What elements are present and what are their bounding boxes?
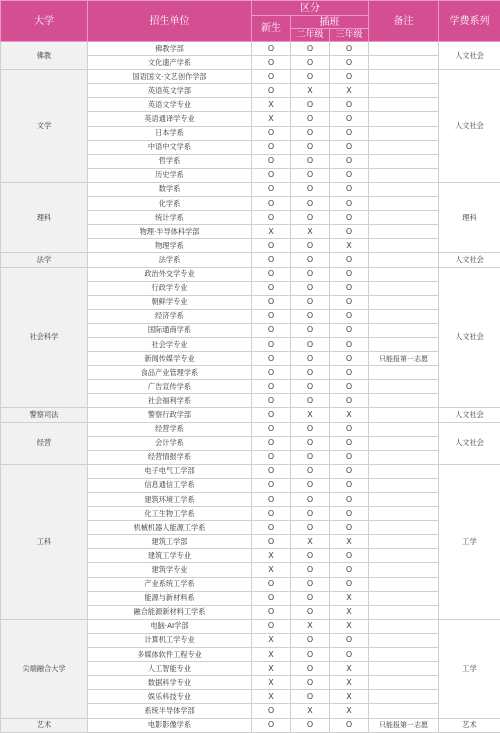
year3-cell: X bbox=[330, 690, 369, 704]
freshman-cell: O bbox=[252, 154, 291, 168]
year2-cell: O bbox=[291, 478, 330, 492]
unit-cell: 英语通译学专业 bbox=[88, 112, 252, 126]
unit-cell: 社会学专业 bbox=[88, 337, 252, 351]
remarks-cell bbox=[369, 140, 439, 154]
tuition-cell: 人文社会 bbox=[439, 253, 500, 267]
remarks-cell bbox=[369, 84, 439, 98]
header-transfer: 插班 bbox=[291, 16, 369, 29]
unit-cell: 娱乐科技专业 bbox=[88, 690, 252, 704]
remarks-cell bbox=[369, 450, 439, 464]
freshman-cell: O bbox=[252, 42, 291, 56]
year3-cell: O bbox=[330, 577, 369, 591]
year2-cell: O bbox=[291, 549, 330, 563]
freshman-cell: O bbox=[252, 182, 291, 196]
year2-cell: O bbox=[291, 253, 330, 267]
year3-cell: O bbox=[330, 521, 369, 535]
year2-cell: O bbox=[291, 70, 330, 84]
freshman-cell: O bbox=[252, 464, 291, 478]
university-cell: 社会科学 bbox=[1, 267, 88, 408]
unit-cell: 经济学系 bbox=[88, 309, 252, 323]
tuition-cell: 艺术 bbox=[439, 718, 500, 732]
unit-cell: 建筑学专业 bbox=[88, 563, 252, 577]
unit-cell: 行政学专业 bbox=[88, 281, 252, 295]
tuition-cell: 理科 bbox=[439, 182, 500, 252]
remarks-cell bbox=[369, 126, 439, 140]
freshman-cell: O bbox=[252, 323, 291, 337]
remarks-cell bbox=[369, 507, 439, 521]
freshman-cell: O bbox=[252, 84, 291, 98]
unit-cell: 英语英文学部 bbox=[88, 84, 252, 98]
year3-cell: O bbox=[330, 394, 369, 408]
remarks-cell bbox=[369, 366, 439, 380]
unit-cell: 电脑·AI学部 bbox=[88, 619, 252, 633]
year3-cell: O bbox=[330, 323, 369, 337]
remarks-cell bbox=[369, 112, 439, 126]
year3-cell: O bbox=[330, 464, 369, 478]
year3-cell: X bbox=[330, 662, 369, 676]
table-row bbox=[1, 464, 500, 478]
unit-cell: 政治外交学专业 bbox=[88, 267, 252, 281]
unit-cell: 国语国文·文艺创作学部 bbox=[88, 70, 252, 84]
freshman-cell: O bbox=[252, 239, 291, 253]
year3-cell: O bbox=[330, 267, 369, 281]
year2-cell: O bbox=[291, 436, 330, 450]
year3-cell: O bbox=[330, 450, 369, 464]
unit-cell: 英语文学专业 bbox=[88, 98, 252, 112]
year2-cell: O bbox=[291, 309, 330, 323]
unit-cell: 电子电气工学部 bbox=[88, 464, 252, 478]
freshman-cell: O bbox=[252, 521, 291, 535]
year2-cell: O bbox=[291, 98, 330, 112]
remarks-cell bbox=[369, 408, 439, 422]
year3-cell: O bbox=[330, 225, 369, 239]
remarks-cell: 只能报第一志愿 bbox=[369, 718, 439, 732]
unit-cell: 经营情报学系 bbox=[88, 450, 252, 464]
freshman-cell: X bbox=[252, 662, 291, 676]
freshman-cell: O bbox=[252, 211, 291, 225]
freshman-cell: O bbox=[252, 337, 291, 351]
year2-cell: X bbox=[291, 619, 330, 633]
unit-cell: 统计学系 bbox=[88, 211, 252, 225]
year3-cell: O bbox=[330, 337, 369, 351]
unit-cell: 广告宣传学系 bbox=[88, 380, 252, 394]
unit-cell: 建筑工学专业 bbox=[88, 549, 252, 563]
remarks-cell bbox=[369, 225, 439, 239]
year2-cell: O bbox=[291, 380, 330, 394]
remarks-cell bbox=[369, 549, 439, 563]
year3-cell: O bbox=[330, 549, 369, 563]
year2-cell: O bbox=[291, 662, 330, 676]
university-cell: 法学 bbox=[1, 253, 88, 267]
year3-cell: O bbox=[330, 478, 369, 492]
table-body bbox=[1, 42, 500, 733]
unit-cell: 哲学系 bbox=[88, 154, 252, 168]
year2-cell: O bbox=[291, 633, 330, 647]
header-university: 大学 bbox=[1, 1, 88, 42]
freshman-cell: O bbox=[252, 422, 291, 436]
freshman-cell: O bbox=[252, 267, 291, 281]
year3-cell: O bbox=[330, 42, 369, 56]
year3-cell: O bbox=[330, 197, 369, 211]
freshman-cell: O bbox=[252, 168, 291, 182]
remarks-cell bbox=[369, 422, 439, 436]
year2-cell: O bbox=[291, 112, 330, 126]
year3-cell: O bbox=[330, 366, 369, 380]
freshman-cell: O bbox=[252, 366, 291, 380]
freshman-cell: O bbox=[252, 140, 291, 154]
freshman-cell: X bbox=[252, 549, 291, 563]
remarks-cell bbox=[369, 154, 439, 168]
unit-cell: 化学系 bbox=[88, 197, 252, 211]
remarks-cell bbox=[369, 211, 439, 225]
unit-cell: 建筑环境工学系 bbox=[88, 493, 252, 507]
unit-cell: 能源与新材料系 bbox=[88, 591, 252, 605]
table-row bbox=[1, 408, 500, 422]
unit-cell: 人工智能专业 bbox=[88, 662, 252, 676]
year2-cell: O bbox=[291, 605, 330, 619]
year3-cell: O bbox=[330, 563, 369, 577]
year3-cell: X bbox=[330, 704, 369, 718]
tuition-cell: 人文社会 bbox=[439, 422, 500, 464]
remarks-cell bbox=[369, 337, 439, 351]
table-row bbox=[1, 718, 500, 732]
year3-cell: O bbox=[330, 380, 369, 394]
tuition-cell: 工学 bbox=[439, 464, 500, 619]
freshman-cell: O bbox=[252, 253, 291, 267]
year2-cell: O bbox=[291, 676, 330, 690]
year3-cell: O bbox=[330, 436, 369, 450]
unit-cell: 社会福利学系 bbox=[88, 394, 252, 408]
year2-cell: O bbox=[291, 690, 330, 704]
remarks-cell: 只能报第一志愿 bbox=[369, 352, 439, 366]
remarks-cell bbox=[369, 464, 439, 478]
year2-cell: O bbox=[291, 591, 330, 605]
freshman-cell: O bbox=[252, 478, 291, 492]
remarks-cell bbox=[369, 704, 439, 718]
freshman-cell: O bbox=[252, 591, 291, 605]
remarks-cell bbox=[369, 182, 439, 196]
freshman-cell: O bbox=[252, 493, 291, 507]
year3-cell: O bbox=[330, 281, 369, 295]
year2-cell: O bbox=[291, 267, 330, 281]
university-cell: 经营 bbox=[1, 422, 88, 464]
year3-cell: O bbox=[330, 98, 369, 112]
remarks-cell bbox=[369, 591, 439, 605]
remarks-cell bbox=[369, 662, 439, 676]
unit-cell: 警察行政学部 bbox=[88, 408, 252, 422]
year3-cell: O bbox=[330, 140, 369, 154]
header-remarks: 备注 bbox=[369, 1, 439, 42]
year3-cell: O bbox=[330, 56, 369, 70]
university-cell: 佛教 bbox=[1, 42, 88, 70]
university-cell: 警察司法 bbox=[1, 408, 88, 422]
remarks-cell bbox=[369, 380, 439, 394]
unit-cell: 建筑工学部 bbox=[88, 535, 252, 549]
year2-cell: X bbox=[291, 225, 330, 239]
year2-cell: O bbox=[291, 366, 330, 380]
year2-cell: X bbox=[291, 84, 330, 98]
freshman-cell: O bbox=[252, 450, 291, 464]
year3-cell: O bbox=[330, 422, 369, 436]
unit-cell: 中语中文学系 bbox=[88, 140, 252, 154]
year2-cell: O bbox=[291, 154, 330, 168]
remarks-cell bbox=[369, 619, 439, 633]
tuition-cell: 人文社会 bbox=[439, 70, 500, 183]
university-cell: 理科 bbox=[1, 182, 88, 252]
year3-cell: O bbox=[330, 126, 369, 140]
year2-cell: O bbox=[291, 126, 330, 140]
remarks-cell bbox=[369, 281, 439, 295]
table-row bbox=[1, 70, 500, 84]
year2-cell: O bbox=[291, 394, 330, 408]
unit-cell: 物理学系 bbox=[88, 239, 252, 253]
year3-cell: X bbox=[330, 619, 369, 633]
year2-cell: X bbox=[291, 535, 330, 549]
year3-cell: X bbox=[330, 239, 369, 253]
year2-cell: O bbox=[291, 197, 330, 211]
year3-cell: O bbox=[330, 112, 369, 126]
year2-cell: O bbox=[291, 493, 330, 507]
table-row bbox=[1, 619, 500, 633]
remarks-cell bbox=[369, 436, 439, 450]
remarks-cell bbox=[369, 535, 439, 549]
year3-cell: O bbox=[330, 168, 369, 182]
remarks-cell bbox=[369, 239, 439, 253]
remarks-cell bbox=[369, 648, 439, 662]
unit-cell: 历史学系 bbox=[88, 168, 252, 182]
freshman-cell: X bbox=[252, 98, 291, 112]
unit-cell: 日本学系 bbox=[88, 126, 252, 140]
freshman-cell: X bbox=[252, 563, 291, 577]
university-cell: 艺术 bbox=[1, 718, 88, 732]
university-cell: 文学 bbox=[1, 70, 88, 183]
table-row bbox=[1, 422, 500, 436]
remarks-cell bbox=[369, 323, 439, 337]
year3-cell: X bbox=[330, 676, 369, 690]
year3-cell: X bbox=[330, 84, 369, 98]
year3-cell: O bbox=[330, 154, 369, 168]
year2-cell: O bbox=[291, 239, 330, 253]
freshman-cell: X bbox=[252, 633, 291, 647]
unit-cell: 朝鲜学专业 bbox=[88, 295, 252, 309]
year2-cell: O bbox=[291, 323, 330, 337]
year2-cell: O bbox=[291, 464, 330, 478]
unit-cell: 数据科学专业 bbox=[88, 676, 252, 690]
year3-cell: O bbox=[330, 648, 369, 662]
remarks-cell bbox=[369, 98, 439, 112]
year3-cell: O bbox=[330, 295, 369, 309]
freshman-cell: X bbox=[252, 676, 291, 690]
freshman-cell: O bbox=[252, 380, 291, 394]
unit-cell: 电影影像学系 bbox=[88, 718, 252, 732]
year3-cell: O bbox=[330, 718, 369, 732]
year2-cell: O bbox=[291, 563, 330, 577]
freshman-cell: O bbox=[252, 56, 291, 70]
remarks-cell bbox=[369, 493, 439, 507]
freshman-cell: O bbox=[252, 408, 291, 422]
year3-cell: O bbox=[330, 309, 369, 323]
unit-cell: 食品产业管理学系 bbox=[88, 366, 252, 380]
remarks-cell bbox=[369, 70, 439, 84]
year2-cell: O bbox=[291, 211, 330, 225]
year2-cell: O bbox=[291, 42, 330, 56]
remarks-cell bbox=[369, 267, 439, 281]
year2-cell: O bbox=[291, 168, 330, 182]
freshman-cell: O bbox=[252, 619, 291, 633]
remarks-cell bbox=[369, 253, 439, 267]
freshman-cell: O bbox=[252, 309, 291, 323]
table-row bbox=[1, 182, 500, 196]
year2-cell: O bbox=[291, 718, 330, 732]
freshman-cell: O bbox=[252, 281, 291, 295]
header-freshman: 新生 bbox=[252, 16, 291, 42]
year3-cell: O bbox=[330, 182, 369, 196]
freshman-cell: X bbox=[252, 648, 291, 662]
remarks-cell bbox=[369, 690, 439, 704]
freshman-cell: X bbox=[252, 690, 291, 704]
freshman-cell: O bbox=[252, 507, 291, 521]
remarks-cell bbox=[369, 197, 439, 211]
freshman-cell: O bbox=[252, 535, 291, 549]
table-row bbox=[1, 253, 500, 267]
university-cell: 工科 bbox=[1, 464, 88, 619]
year3-cell: X bbox=[330, 535, 369, 549]
unit-cell: 国际通商学系 bbox=[88, 323, 252, 337]
year3-cell: O bbox=[330, 352, 369, 366]
freshman-cell: O bbox=[252, 295, 291, 309]
header-year2: 二年级 bbox=[291, 29, 330, 42]
year3-cell: O bbox=[330, 493, 369, 507]
remarks-cell bbox=[369, 577, 439, 591]
unit-cell: 物理·半导体科学部 bbox=[88, 225, 252, 239]
header-unit: 招生单位 bbox=[88, 1, 252, 42]
header-year3: 三年级 bbox=[330, 29, 369, 42]
year2-cell: O bbox=[291, 182, 330, 196]
unit-cell: 新闻传媒学专业 bbox=[88, 352, 252, 366]
tuition-cell: 人文社会 bbox=[439, 42, 500, 70]
remarks-cell bbox=[369, 478, 439, 492]
remarks-cell bbox=[369, 309, 439, 323]
unit-cell: 法学系 bbox=[88, 253, 252, 267]
unit-cell: 数学系 bbox=[88, 182, 252, 196]
freshman-cell: O bbox=[252, 70, 291, 84]
freshman-cell: O bbox=[252, 352, 291, 366]
remarks-cell bbox=[369, 605, 439, 619]
unit-cell: 文化遗产学系 bbox=[88, 56, 252, 70]
remarks-cell bbox=[369, 295, 439, 309]
year2-cell: O bbox=[291, 56, 330, 70]
unit-cell: 信息通信工学系 bbox=[88, 478, 252, 492]
header-category: 区分 bbox=[252, 1, 369, 16]
year2-cell: O bbox=[291, 648, 330, 662]
freshman-cell: O bbox=[252, 197, 291, 211]
year3-cell: X bbox=[330, 408, 369, 422]
unit-cell: 系统半导体学部 bbox=[88, 704, 252, 718]
unit-cell: 融合能源新材料工学系 bbox=[88, 605, 252, 619]
unit-cell: 佛教学部 bbox=[88, 42, 252, 56]
tuition-cell: 人文社会 bbox=[439, 267, 500, 408]
university-cell: 尖端融合大学 bbox=[1, 619, 88, 718]
year3-cell: X bbox=[330, 605, 369, 619]
year2-cell: X bbox=[291, 704, 330, 718]
freshman-cell: O bbox=[252, 718, 291, 732]
freshman-cell: X bbox=[252, 112, 291, 126]
year2-cell: O bbox=[291, 140, 330, 154]
remarks-cell bbox=[369, 56, 439, 70]
freshman-cell: O bbox=[252, 394, 291, 408]
remarks-cell bbox=[369, 168, 439, 182]
year2-cell: O bbox=[291, 337, 330, 351]
year3-cell: O bbox=[330, 211, 369, 225]
year3-cell: O bbox=[330, 253, 369, 267]
unit-cell: 产业系统工学系 bbox=[88, 577, 252, 591]
header-tuition: 学费系列 bbox=[439, 1, 500, 42]
remarks-cell bbox=[369, 563, 439, 577]
year3-cell: O bbox=[330, 633, 369, 647]
freshman-cell: X bbox=[252, 225, 291, 239]
freshman-cell: O bbox=[252, 436, 291, 450]
freshman-cell: O bbox=[252, 704, 291, 718]
year2-cell: O bbox=[291, 422, 330, 436]
unit-cell: 化工生物工学系 bbox=[88, 507, 252, 521]
year2-cell: X bbox=[291, 408, 330, 422]
tuition-cell: 工学 bbox=[439, 619, 500, 718]
table-row bbox=[1, 267, 500, 281]
year2-cell: O bbox=[291, 281, 330, 295]
unit-cell: 多媒体软件工程专业 bbox=[88, 648, 252, 662]
year2-cell: O bbox=[291, 507, 330, 521]
year2-cell: O bbox=[291, 577, 330, 591]
year3-cell: X bbox=[330, 591, 369, 605]
year2-cell: O bbox=[291, 450, 330, 464]
year3-cell: O bbox=[330, 70, 369, 84]
freshman-cell: O bbox=[252, 126, 291, 140]
remarks-cell bbox=[369, 633, 439, 647]
freshman-cell: O bbox=[252, 605, 291, 619]
table-row bbox=[1, 42, 500, 56]
year3-cell: O bbox=[330, 507, 369, 521]
year2-cell: O bbox=[291, 521, 330, 535]
remarks-cell bbox=[369, 521, 439, 535]
freshman-cell: O bbox=[252, 577, 291, 591]
unit-cell: 会计学系 bbox=[88, 436, 252, 450]
unit-cell: 经营学系 bbox=[88, 422, 252, 436]
remarks-cell bbox=[369, 42, 439, 56]
unit-cell: 计算机工学专业 bbox=[88, 633, 252, 647]
remarks-cell bbox=[369, 394, 439, 408]
tuition-cell: 人文社会 bbox=[439, 408, 500, 422]
year2-cell: O bbox=[291, 295, 330, 309]
year2-cell: O bbox=[291, 352, 330, 366]
unit-cell: 机械机器人能源工学系 bbox=[88, 521, 252, 535]
